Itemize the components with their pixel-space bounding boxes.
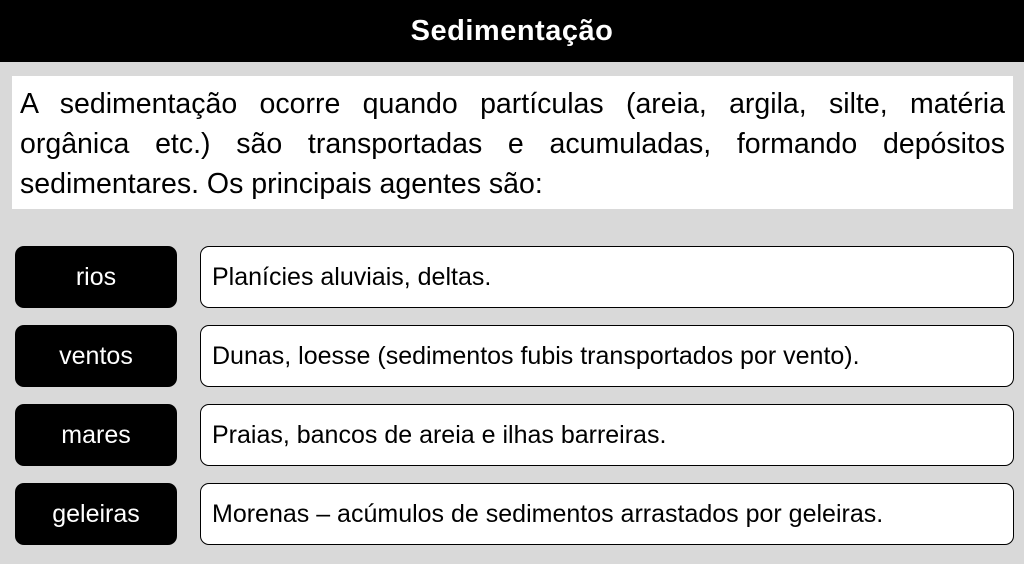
- agent-row-mares: [15, 404, 1014, 466]
- agent-description: Morenas – acúmulos de sedimentos arrastados por geleiras.: [200, 483, 1014, 545]
- agent-row-geleiras: [15, 483, 1014, 545]
- agent-row-ventos: [15, 325, 1014, 387]
- agent-label: geleiras: [15, 483, 177, 545]
- agent-description: Praias, bancos de areia e ilhas barreiras.: [200, 404, 1014, 466]
- intro-text: A sedimentação ocorre quando partículas (areia, argila, silte, matéria orgânica etc.) são transportadas e acumuladas, formando depósitos sedimentares. Os principais agentes são:: [12, 76, 1013, 209]
- agent-description: Planícies aluviais, deltas.: [200, 246, 1014, 308]
- agent-row-rios: [15, 246, 1014, 308]
- agent-label: rios: [15, 246, 177, 308]
- agent-description: Dunas, loesse (sedimentos fubis transportados por vento).: [200, 325, 1014, 387]
- agent-label: mares: [15, 404, 177, 466]
- page-title: Sedimentação: [0, 0, 1024, 62]
- agent-label: ventos: [15, 325, 177, 387]
